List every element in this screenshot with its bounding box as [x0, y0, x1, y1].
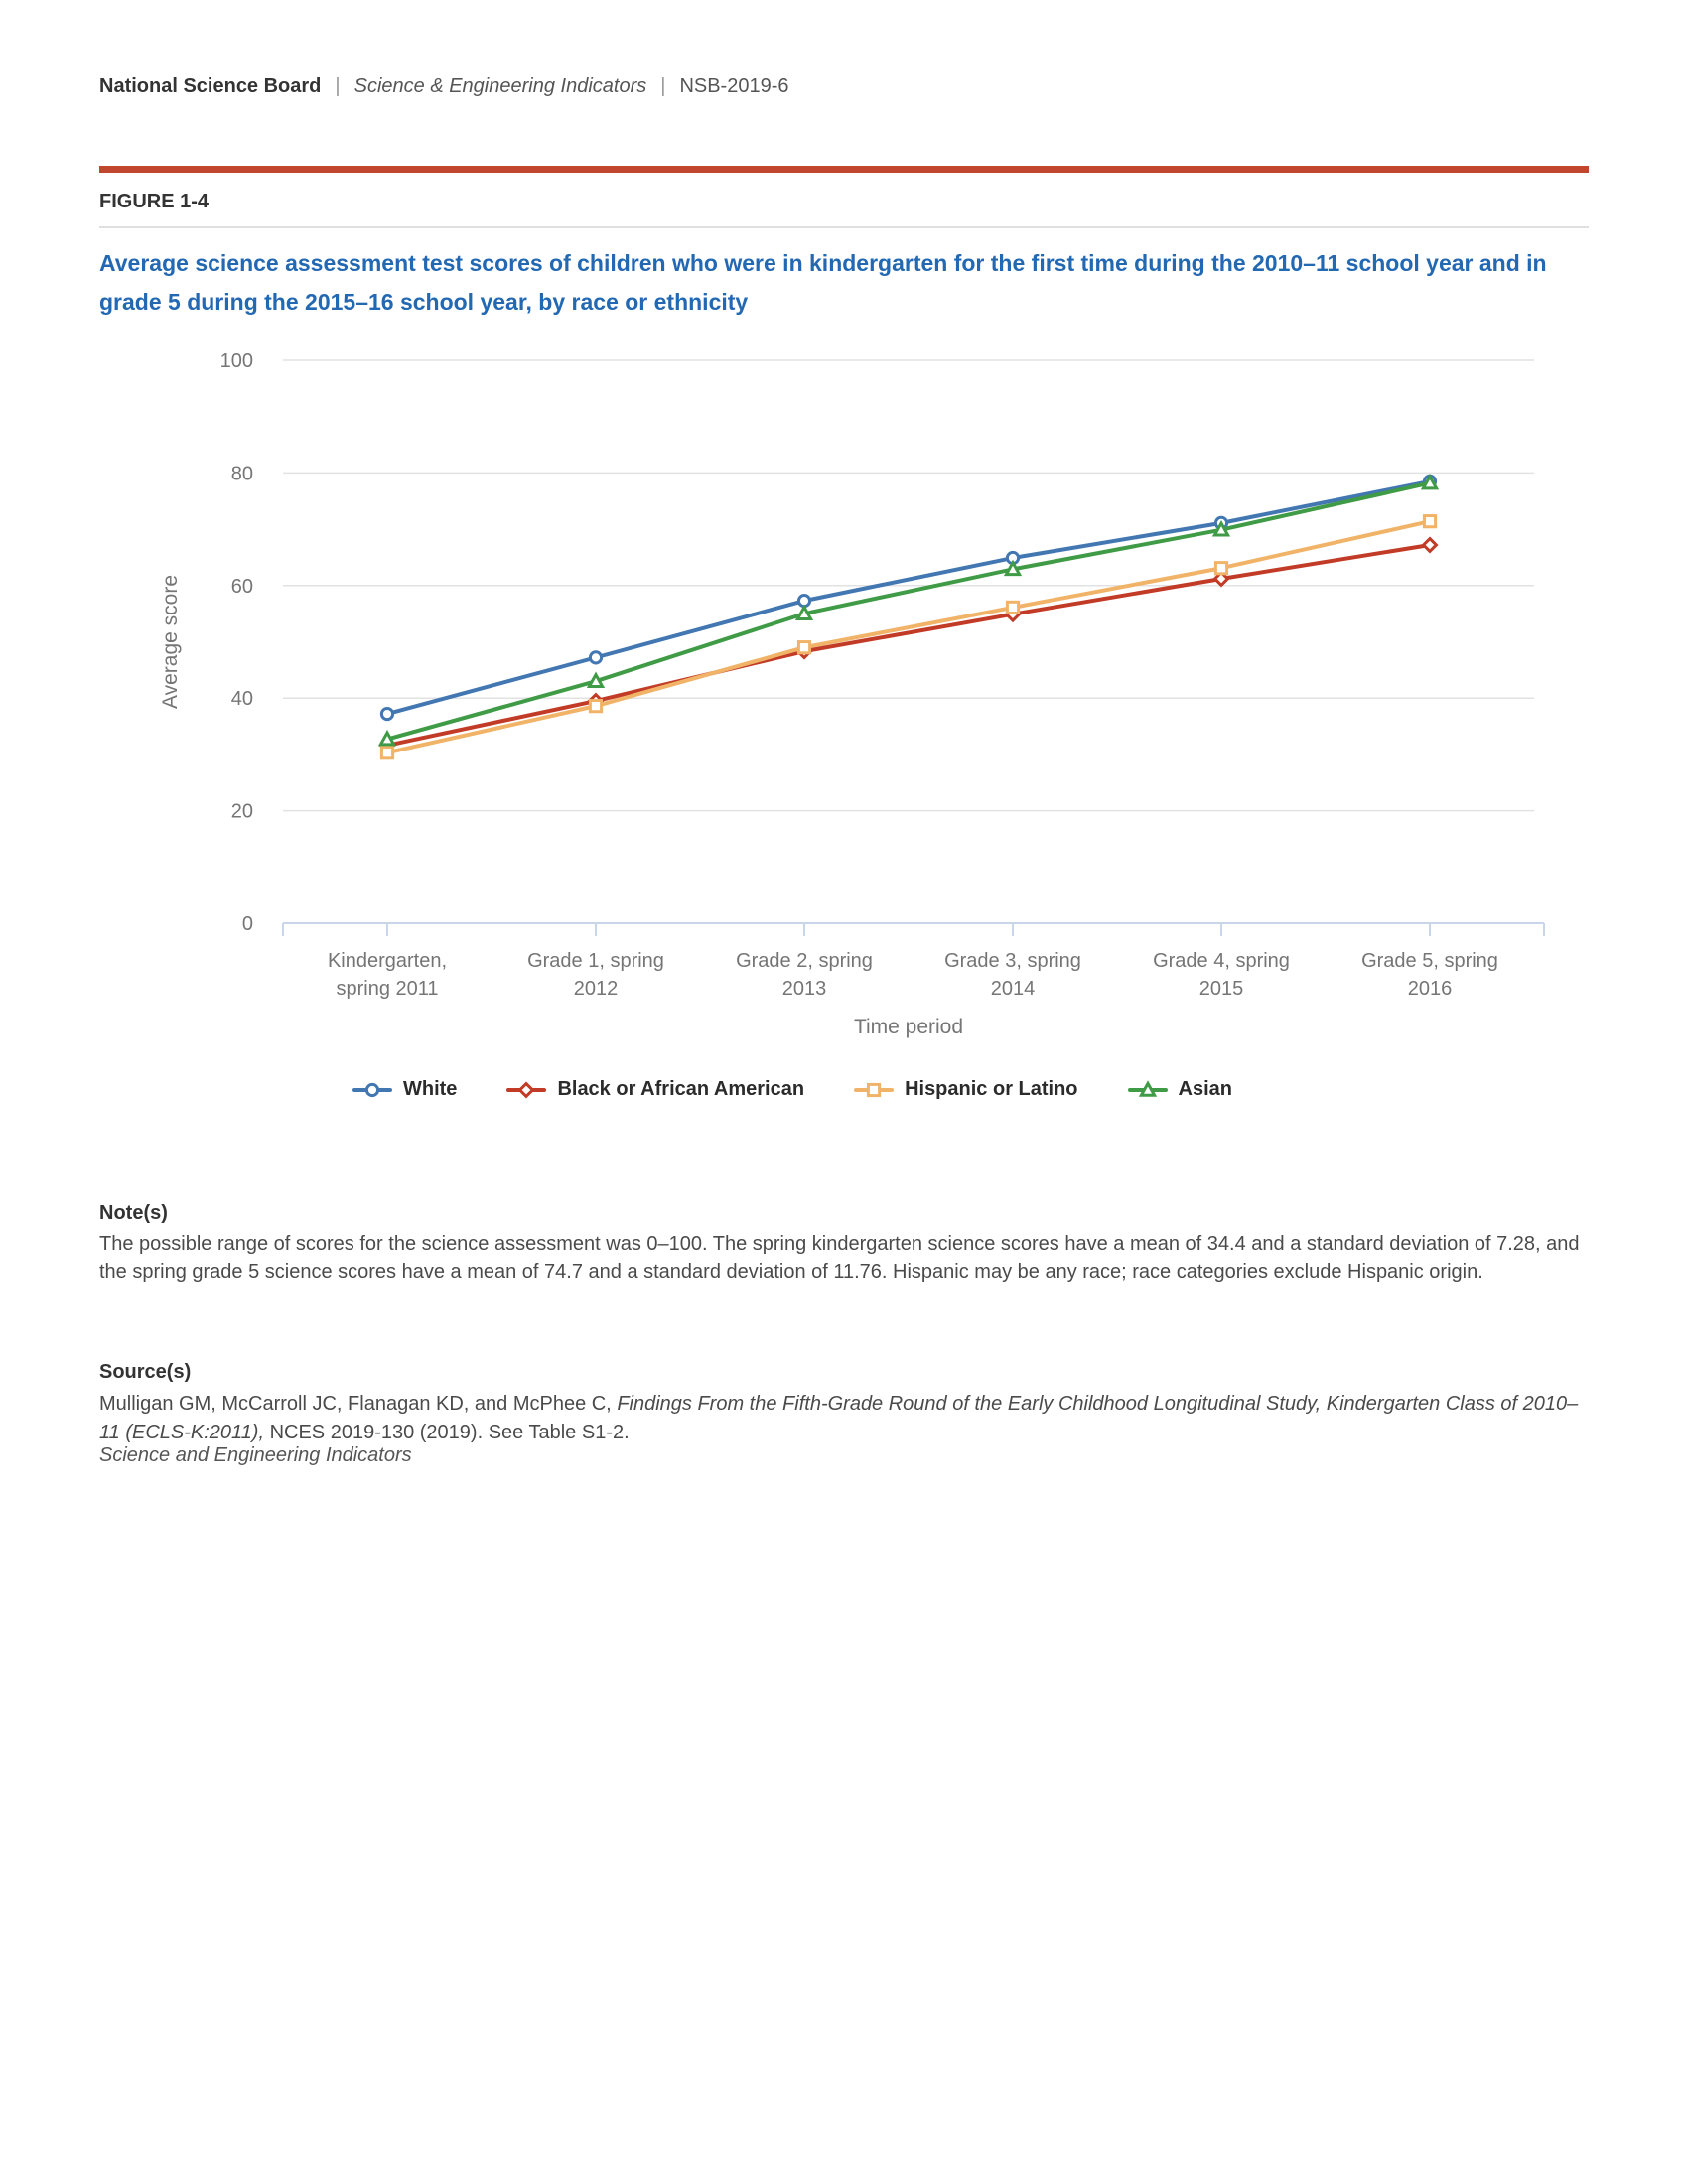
citation-post: NCES 2019-130 (2019). See Table S1-2. — [264, 1422, 630, 1443]
line-chart — [99, 338, 1589, 1044]
x-tick-label: Grade 3, spring — [944, 950, 1081, 972]
citation-pre: Mulligan GM, McCarroll JC, Flanagan KD, and McPhee C, — [99, 1393, 618, 1415]
legend-marker-asian — [1141, 1083, 1154, 1095]
series-line-hispanic-or-latino — [387, 521, 1430, 752]
document-header — [99, 75, 789, 98]
legend-item-black-or-african-american[interactable] — [506, 1078, 804, 1101]
x-tick-label: Grade 1, spring — [527, 950, 664, 972]
legend-marker-white — [366, 1084, 377, 1095]
sources-heading: Source(s) — [99, 1361, 192, 1383]
y-tick-label: 40 — [230, 688, 253, 711]
legend-label: Black or African American — [557, 1078, 805, 1100]
legend-item-asian[interactable] — [1128, 1078, 1232, 1101]
data-point-hispanic-or-latino-4 — [1215, 563, 1226, 574]
sources-section — [99, 1358, 1594, 1447]
x-tick-label: Grade 4, spring — [1153, 950, 1290, 972]
series-line-asian — [387, 483, 1430, 740]
data-point-white-1 — [590, 652, 601, 663]
accent-divider — [99, 166, 1589, 173]
data-point-asian-3 — [1006, 563, 1019, 575]
x-tick-label: spring 2011 — [336, 978, 439, 1000]
legend-marker-square-icon — [854, 1079, 894, 1101]
header-separator: | — [335, 75, 341, 97]
publication-name: Science & Engineering Indicators — [353, 75, 647, 97]
y-tick-label: 20 — [230, 800, 253, 823]
chart-legend — [48, 1078, 1537, 1101]
notes-body: The possible range of scores for the science assessment was 0–100. The spring kindergarten science scores have a mean of 34.4 and a standard deviation of 7.28, and the spring grade 5 science scores have a mean of 74.7 and a standard deviation of 11.76. Hispanic may be any race; race categories exclude Hispanic origin. — [99, 1233, 1580, 1283]
data-point-asian-0 — [380, 733, 393, 745]
source-citation — [99, 1390, 1594, 1447]
footer-publication: Science and Engineering Indicators — [99, 1444, 412, 1466]
data-point-white-0 — [381, 708, 392, 719]
figure-label: FIGURE 1-4 — [99, 191, 210, 212]
y-tick-label: 0 — [241, 913, 253, 935]
x-tick-label: Kindergarten, — [327, 950, 448, 972]
y-tick-label: 100 — [219, 350, 253, 372]
data-point-asian-1 — [589, 675, 602, 687]
legend-item-white[interactable] — [352, 1078, 457, 1101]
data-point-hispanic-or-latino-3 — [1007, 602, 1018, 613]
x-axis-title: Time period — [853, 1016, 964, 1038]
legend-marker-black-or-african-american — [520, 1083, 533, 1096]
legend-marker-diamond-icon — [506, 1079, 546, 1101]
legend-label: White — [403, 1078, 458, 1100]
x-tick-label: 2013 — [781, 978, 827, 1000]
citation-italic: Findings From the Fifth-Grade Round of the Early Childhood Longitudinal Study, Kindergarten Class of 2010–11 (ECLS-K:2011), — [99, 1393, 1579, 1443]
notes-heading: Note(s) — [99, 1202, 168, 1224]
x-tick-label: 2012 — [573, 978, 619, 1000]
y-axis-title: Average score — [159, 574, 182, 710]
x-tick-label: 2015 — [1198, 978, 1244, 1000]
legend-marker-circle-icon — [352, 1079, 392, 1101]
data-point-asian-2 — [797, 608, 810, 619]
divider — [99, 226, 1589, 228]
chart-area — [99, 338, 1589, 1044]
x-tick-label: 2016 — [1407, 978, 1453, 1000]
legend-marker-triangle-icon — [1128, 1079, 1168, 1101]
x-tick-label: Grade 5, spring — [1361, 950, 1498, 972]
data-point-hispanic-or-latino-1 — [590, 701, 601, 712]
data-point-hispanic-or-latino-2 — [798, 642, 809, 653]
x-tick-label: Grade 2, spring — [736, 950, 873, 972]
data-point-black-or-african-american-5 — [1424, 539, 1437, 552]
legend-item-hispanic-or-latino[interactable] — [854, 1078, 1077, 1101]
notes-section — [99, 1199, 1594, 1286]
y-tick-label: 80 — [230, 463, 253, 485]
legend-label: Asian — [1178, 1078, 1232, 1100]
data-point-hispanic-or-latino-0 — [381, 748, 392, 758]
legend-marker-hispanic-or-latino — [868, 1084, 879, 1095]
org-name: National Science Board — [99, 75, 322, 97]
figure-title: Average science assessment test scores of children who were in kindergarten for the first time during the 2010–11 school year and in grade 5 during the 2015–16 school year, by race or ethnicity — [99, 250, 1547, 315]
legend-label: Hispanic or Latino — [905, 1078, 1078, 1100]
y-tick-label: 60 — [230, 575, 253, 598]
x-tick-label: 2014 — [990, 978, 1036, 1000]
series-line-black-or-african-american — [387, 545, 1430, 746]
header-separator: | — [660, 75, 666, 97]
report-id: NSB-2019-6 — [679, 75, 789, 97]
data-point-hispanic-or-latino-5 — [1424, 516, 1435, 527]
